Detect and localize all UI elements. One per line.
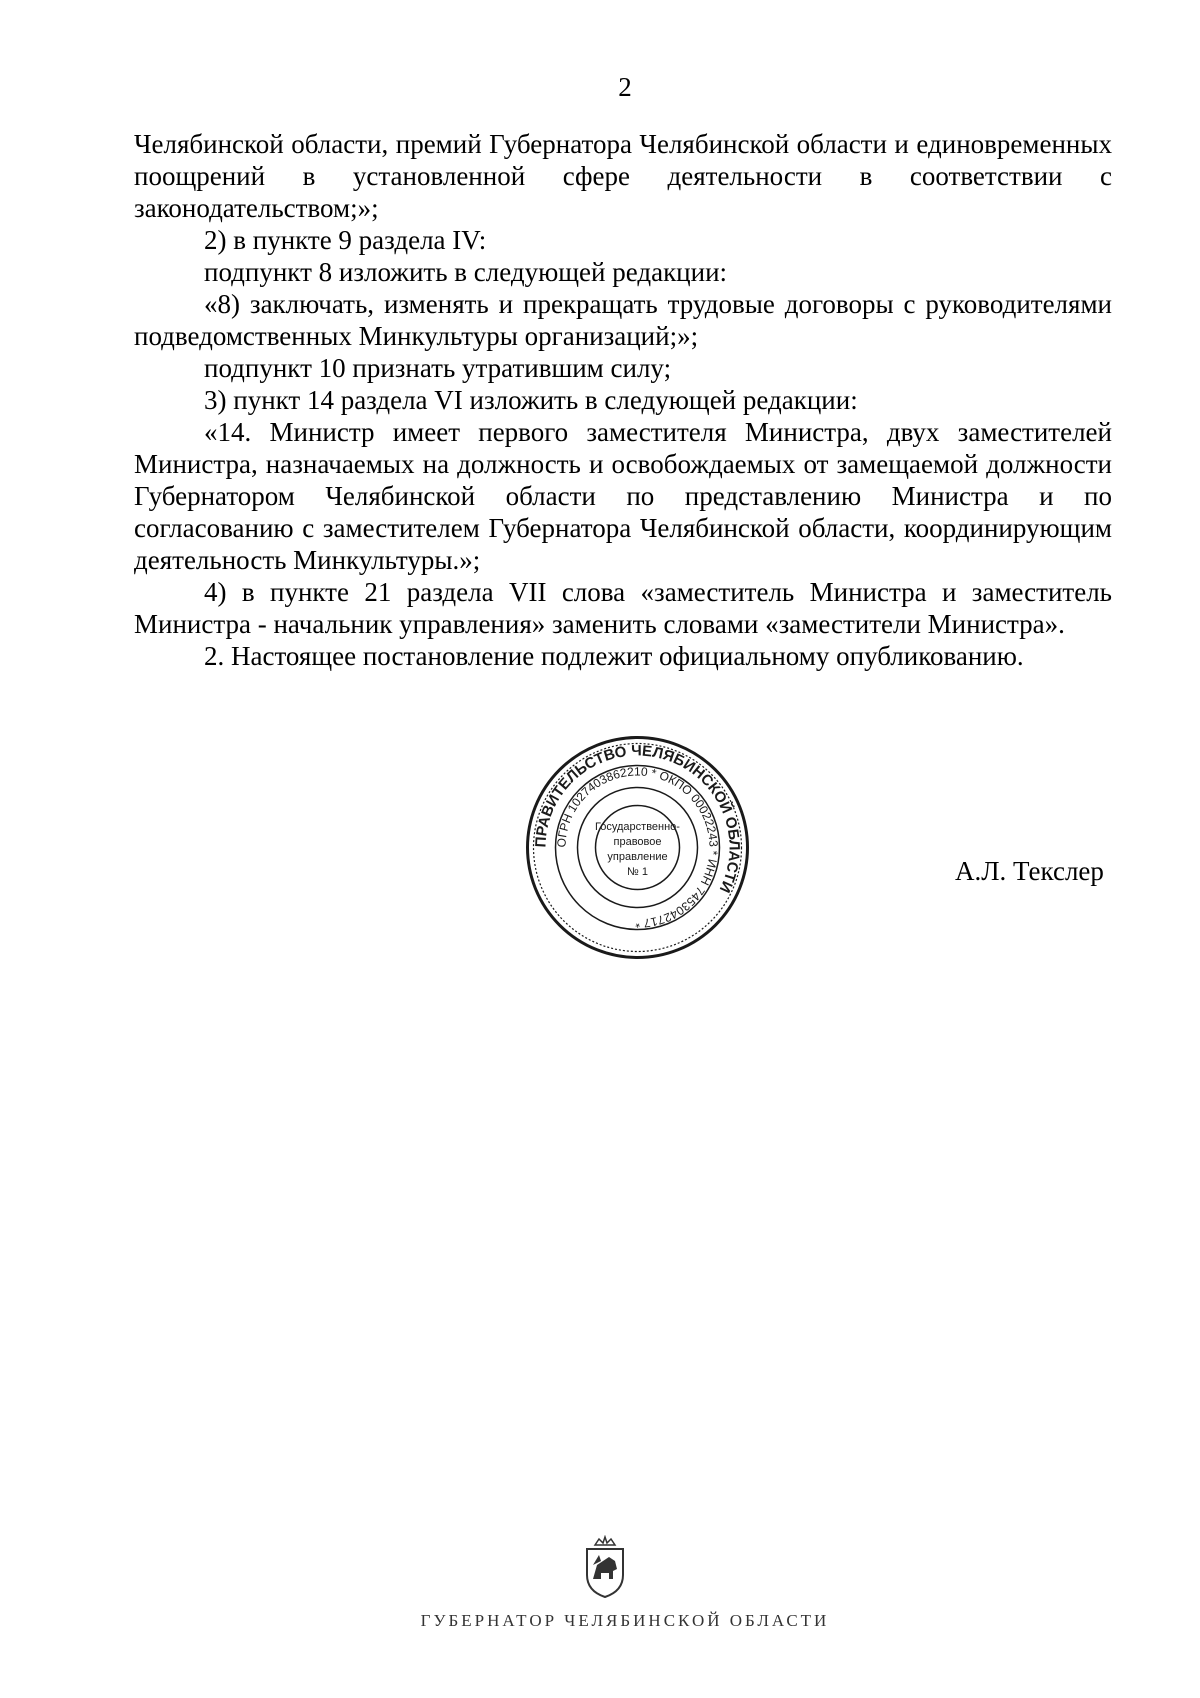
stamp-outer-ring-text: ПРАВИТЕЛЬСТВО ЧЕЛЯБИНСКОЙ ОБЛАСТИ xyxy=(532,742,743,896)
stamp-center-line-3: управление xyxy=(607,851,668,863)
paragraph-subitem-8-text: «8) заключать, изменять и прекращать трудовые договоры с руководителями подведомственных Минкультуры организаций;»; xyxy=(134,289,1112,351)
coat-of-arms-icon xyxy=(579,1535,631,1599)
paragraph-subitem-8-intro: подпункт 8 изложить в следующей редакции: xyxy=(204,257,728,287)
stamp-center-line-4: № 1 xyxy=(627,866,648,878)
paragraph-item-14-text: «14. Министр имеет первого заместителя Министра, двух заместителей Министра, назначаемых на должность и освобождаемых от замещаемой должности Губернатором Челябинской области по представлению Министра и по согласованию с заместителем Губернатора Челябинской области, координирующим деятельность Минкультуры.»; xyxy=(134,417,1112,575)
paragraph-subitem-10: подпункт 10 признать утратившим силу; xyxy=(204,353,672,383)
stamp-center-line-1: Государственно- xyxy=(595,821,680,833)
signer-name: А.Л. Текслер xyxy=(955,856,1104,886)
paragraph-publication: 2. Настоящее постановление подлежит официальному опубликованию. xyxy=(204,641,1024,671)
stamp-middle-ring-text: ОГРН 1027403862210 * ОКПО 00022243 * ИНН 7453042717 * xyxy=(554,764,721,931)
paragraph-item-3: 3) пункт 14 раздела VI изложить в следующей редакции: xyxy=(204,385,858,415)
document-body xyxy=(134,128,1112,672)
official-seal-stamp xyxy=(525,735,750,960)
footer-caption: ГУБЕРНАТОР ЧЕЛЯБИНСКОЙ ОБЛАСТИ xyxy=(420,1611,830,1630)
stamp-center-line-2: правовое xyxy=(613,836,662,848)
paragraph-item-4: 4) в пункте 21 раздела VII слова «заместитель Министра и заместитель Министра - начальник управления» заменить словами «заместители Министра». xyxy=(134,577,1112,639)
page-number: 2 xyxy=(618,72,632,102)
paragraph-item-2: 2) в пункте 9 раздела IV: xyxy=(204,225,487,255)
paragraph-continuation: Челябинской области, премий Губернатора Челябинской области и единовременных поощрений в установленной сфере деятельности в соответствии с законодательством;»; xyxy=(134,129,1112,223)
